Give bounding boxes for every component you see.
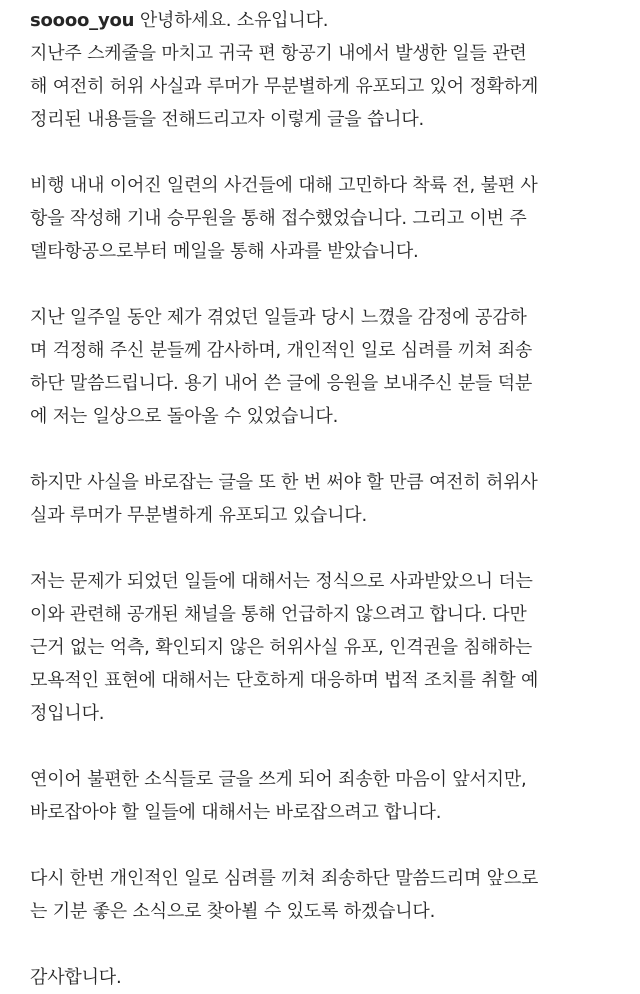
paragraph-line: 다시 한번 개인적인 일로 심려를 끼쳐 죄송하단 말씀드리며 앞으로: [30, 868, 539, 889]
paragraph-line: 하단 말씀드립니다. 용기 내어 쓴 글에 응원을 보내주신 분들 덕분: [30, 373, 533, 394]
paragraph-line: 연이어 불편한 소식들로 글을 쓰게 되어 죄송한 마음이 앞서지만,: [30, 769, 527, 790]
paragraph-line: 이와 관련해 공개된 채널을 통해 언급하지 않으려고 합니다. 다만: [30, 604, 527, 625]
caption-paragraph: [30, 301, 628, 433]
caption-paragraph: [30, 565, 628, 730]
paragraph-line: 델타항공으로부터 메일을 통해 사과를 받았습니다.: [30, 241, 419, 262]
paragraph-line: 에 저는 일상으로 돌아올 수 있었습니다.: [30, 406, 339, 427]
paragraph-line: 지난 일주일 동안 제가 겪었던 일들과 당시 느꼈을 감정에 공감하: [30, 307, 527, 328]
paragraph-line: 모욕적인 표현에 대해서는 단호하게 대응하며 법적 조치를 취할 예: [30, 670, 539, 691]
caption-paragraph: [30, 169, 628, 268]
caption-paragraph: [30, 763, 628, 829]
intro-line: 지난주 스케줄을 마치고 귀국 편 항공기 내에서 발생한 일들 관련: [30, 43, 527, 64]
paragraph-line: 항을 작성해 기내 승무원을 통해 접수했었습니다. 그리고 이번 주: [30, 208, 527, 229]
caption-header-line: [30, 4, 628, 37]
paragraph-line: 근거 없는 억측, 확인되지 않은 허위사실 유포, 인격권을 침해하는: [30, 637, 533, 658]
intro-line: 정리된 내용들을 전해드리고자 이렇게 글을 씁니다.: [30, 109, 425, 130]
paragraph-line: 실과 루머가 무분별하게 유포되고 있습니다.: [30, 505, 367, 526]
paragraph-line: 며 걱정해 주신 분들께 감사하며, 개인적인 일로 심려를 끼쳐 죄송: [30, 340, 533, 361]
username-link[interactable]: soooo_you: [30, 10, 135, 31]
closing-line: 감사합니다.: [30, 967, 122, 988]
paragraph-line: 정입니다.: [30, 703, 105, 724]
paragraph-line: 는 기분 좋은 소식으로 찾아뵐 수 있도록 하겠습니다.: [30, 901, 436, 922]
caption-paragraph: [30, 961, 628, 994]
caption-paragraph: [30, 466, 628, 532]
greeting-text: 안녕하세요. 소유입니다.: [139, 10, 329, 31]
paragraph-line: 비행 내내 이어진 일련의 사건들에 대해 고민하다 착륙 전, 불편 사: [30, 175, 538, 196]
paragraph-line: 바로잡아야 할 일들에 대해서는 바로잡으려고 합니다.: [30, 802, 442, 823]
caption-paragraph: [30, 862, 628, 928]
caption-intro: [30, 4, 628, 136]
paragraph-line: 저는 문제가 되었던 일들에 대해서는 정식으로 사과받았으니 더는: [30, 571, 533, 592]
intro-line: 해 여전히 허위 사실과 루머가 무분별하게 유포되고 있어 정확하게: [30, 76, 539, 97]
paragraph-line: 하지만 사실을 바로잡는 글을 또 한 번 써야 할 만큼 여전히 허위사: [30, 472, 538, 493]
